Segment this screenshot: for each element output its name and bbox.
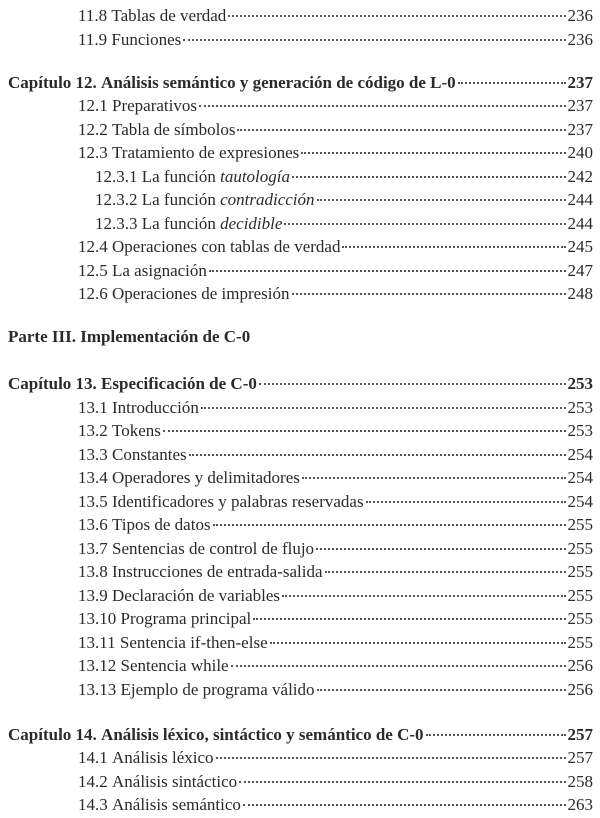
entry-number: 13.10 [78, 609, 117, 628]
entry-title: Operaciones con tablas de verdad [112, 237, 341, 256]
dot-leader [237, 129, 565, 131]
dot-leader [317, 689, 566, 691]
entry-title: Análisis semántico y generación de código de L-0 [101, 72, 456, 92]
entry-number: Capítulo 13. [8, 374, 97, 393]
entry-title: Tabla de símbolos [112, 119, 236, 139]
dot-leader [342, 246, 565, 248]
dot-leader [292, 176, 565, 178]
page-number: 255 [567, 515, 593, 534]
toc-entry-section [0, 118, 600, 142]
page-number: 257 [567, 748, 593, 767]
toc-entry-part [0, 325, 600, 349]
dot-leader [426, 734, 566, 736]
spacer [0, 306, 600, 326]
dot-leader [209, 270, 566, 272]
dot-leader [316, 548, 565, 550]
entry-number: 14.3 [78, 795, 108, 814]
entry-title-italic: tautología [220, 166, 291, 186]
dot-leader [317, 199, 566, 201]
entry-number: 13.12 [78, 656, 117, 675]
page-number: 253 [567, 397, 593, 417]
toc-entry-chapter [0, 71, 600, 95]
entry-title: La función [141, 213, 216, 233]
entry-number: 13.7 [78, 538, 108, 558]
entry-number: 13.6 [78, 515, 108, 534]
entry-number: 14.1 [78, 748, 108, 767]
entry-title: Declaración de variables [112, 585, 281, 605]
entry-title: Ejemplo de programa válido [120, 679, 315, 699]
toc-entry-section [0, 584, 600, 608]
dot-leader [213, 524, 566, 526]
entry-title: Identificadores y palabras reservadas [112, 491, 364, 511]
entry-title-italic: decidible [220, 213, 283, 233]
entry-title: Sentencias de control de flujo [112, 538, 315, 558]
toc-entry-subsection [0, 165, 600, 189]
toc-entry-section [0, 419, 600, 443]
toc-entry-subsection [0, 188, 600, 212]
page-number: 248 [567, 284, 593, 303]
entry-title: Análisis léxico, sintáctico y semántico de C-0 [101, 724, 424, 744]
entry-number: 13.3 [78, 444, 108, 464]
page-number: 255 [567, 632, 593, 652]
entry-number: 13.4 [78, 468, 108, 487]
page-number: 236 [567, 29, 593, 49]
page-number: 247 [567, 260, 593, 280]
entry-title: Preparativos [112, 96, 197, 115]
page-number: 255 [567, 538, 593, 558]
dot-leader [366, 501, 566, 503]
toc-entry-section [0, 141, 600, 165]
entry-number: 13.2 [78, 421, 108, 440]
entry-number: 12.1 [78, 96, 108, 115]
toc-entry-section [0, 4, 600, 28]
toc-entry-section [0, 259, 600, 283]
dot-leader [259, 383, 566, 385]
toc-entry-section [0, 466, 600, 490]
entry-title: Funciones [111, 29, 182, 49]
toc-entry-chapter [0, 723, 600, 747]
entry-title: Tratamiento de expresiones [112, 143, 300, 162]
table-of-contents [0, 4, 600, 817]
dot-leader [239, 781, 565, 783]
page-number: 237 [567, 119, 593, 139]
page-number: 253 [567, 421, 593, 440]
entry-title: La asignación [112, 260, 207, 280]
entry-title: Análisis sintáctico [112, 771, 238, 791]
toc-entry-section [0, 793, 600, 817]
entry-number: 14.2 [78, 771, 108, 791]
dot-leader [201, 407, 566, 409]
dot-leader [216, 757, 566, 759]
page-number: 240 [567, 143, 593, 162]
dot-leader [284, 223, 565, 225]
dot-leader [231, 665, 566, 667]
page-number: 255 [567, 562, 593, 581]
page-number: 253 [567, 374, 593, 393]
page-number: 237 [567, 96, 593, 115]
dot-leader [163, 430, 566, 432]
entry-title: Análisis semántico [112, 795, 241, 814]
toc-entry-section [0, 770, 600, 794]
entry-number: Capítulo 12. [8, 72, 97, 92]
dot-leader [243, 804, 566, 806]
entry-number: 11.9 [78, 29, 108, 49]
toc-entry-section [0, 607, 600, 631]
entry-number: 13.1 [78, 397, 108, 417]
dot-leader [199, 105, 566, 107]
page-number: 255 [567, 585, 593, 605]
entry-title: Introducción [112, 397, 199, 417]
entry-number: 12.5 [78, 260, 108, 280]
entry-number: Capítulo 14. [8, 724, 97, 744]
toc-entry-chapter [0, 372, 600, 396]
toc-entry-section [0, 443, 600, 467]
page-number: 242 [567, 166, 593, 186]
toc-entry-section [0, 396, 600, 420]
entry-number: 12.3.2 [95, 190, 138, 209]
page-number: 257 [567, 724, 593, 744]
toc-entry-subsection [0, 212, 600, 236]
toc-entry-section [0, 490, 600, 514]
entry-title: Sentencia if-then-else [119, 632, 268, 652]
toc-entry-section [0, 746, 600, 770]
spacer [0, 51, 600, 71]
page-number: 236 [567, 6, 593, 25]
page-number: 237 [567, 72, 593, 92]
entry-title: Implementación de C-0 [80, 327, 251, 346]
entry-number: Parte III. [8, 327, 76, 346]
entry-number: 13.9 [78, 585, 108, 605]
dot-leader [189, 454, 566, 456]
entry-title: Programa principal [120, 609, 252, 628]
spacer [0, 701, 600, 723]
page-number: 244 [567, 190, 593, 209]
toc-entry-section [0, 282, 600, 306]
page-number: 255 [567, 609, 593, 628]
dot-leader [301, 152, 565, 154]
entry-number: 11.8 [78, 6, 108, 25]
entry-number: 13.13 [78, 679, 117, 699]
spacer [0, 349, 600, 373]
dot-leader [183, 39, 565, 41]
entry-number: 12.3.1 [95, 166, 138, 186]
entry-title: Tablas de verdad [111, 6, 227, 25]
entry-number: 12.2 [78, 119, 108, 139]
entry-number: 12.6 [78, 284, 108, 303]
entry-number: 12.3.3 [95, 213, 138, 233]
toc-entry-section [0, 560, 600, 584]
page-number: 263 [567, 795, 593, 814]
page-number: 254 [567, 491, 593, 511]
entry-title: Operaciones de impresión [112, 284, 290, 303]
dot-leader [292, 293, 566, 295]
page-number: 258 [567, 771, 593, 791]
toc-entry-section [0, 654, 600, 678]
toc-entry-section [0, 678, 600, 702]
entry-title: La función [141, 190, 216, 209]
toc-entry-section [0, 94, 600, 118]
dot-leader [302, 477, 566, 479]
page-number: 256 [567, 679, 593, 699]
toc-entry-section [0, 235, 600, 259]
dot-leader [325, 571, 566, 573]
entry-title-italic: contradicción [220, 190, 315, 209]
entry-title: Tokens [112, 421, 161, 440]
entry-number: 12.4 [78, 237, 108, 256]
entry-title: Especificación de C-0 [101, 374, 257, 393]
entry-title: Instrucciones de entrada-salida [112, 562, 323, 581]
dot-leader [282, 595, 565, 597]
toc-entry-section [0, 513, 600, 537]
page-number: 244 [567, 213, 593, 233]
dot-leader [228, 15, 565, 17]
page-number: 254 [567, 468, 593, 487]
entry-title: Sentencia while [120, 656, 229, 675]
entry-number: 12.3 [78, 143, 108, 162]
toc-entry-section [0, 537, 600, 561]
dot-leader [253, 618, 565, 620]
toc-entry-section [0, 28, 600, 52]
entry-number: 13.8 [78, 562, 108, 581]
entry-title: Análisis léxico [112, 748, 214, 767]
toc-entry-section [0, 631, 600, 655]
entry-number: 13.11 [78, 632, 116, 652]
entry-title: Operadores y delimitadores [112, 468, 300, 487]
dot-leader [270, 642, 566, 644]
entry-title: Tipos de datos [112, 515, 211, 534]
page-number: 256 [567, 656, 593, 675]
entry-number: 13.5 [78, 491, 108, 511]
entry-title: La función [141, 166, 216, 186]
dot-leader [458, 82, 566, 84]
page-number: 245 [567, 237, 593, 256]
entry-title: Constantes [112, 444, 187, 464]
page-number: 254 [567, 444, 593, 464]
